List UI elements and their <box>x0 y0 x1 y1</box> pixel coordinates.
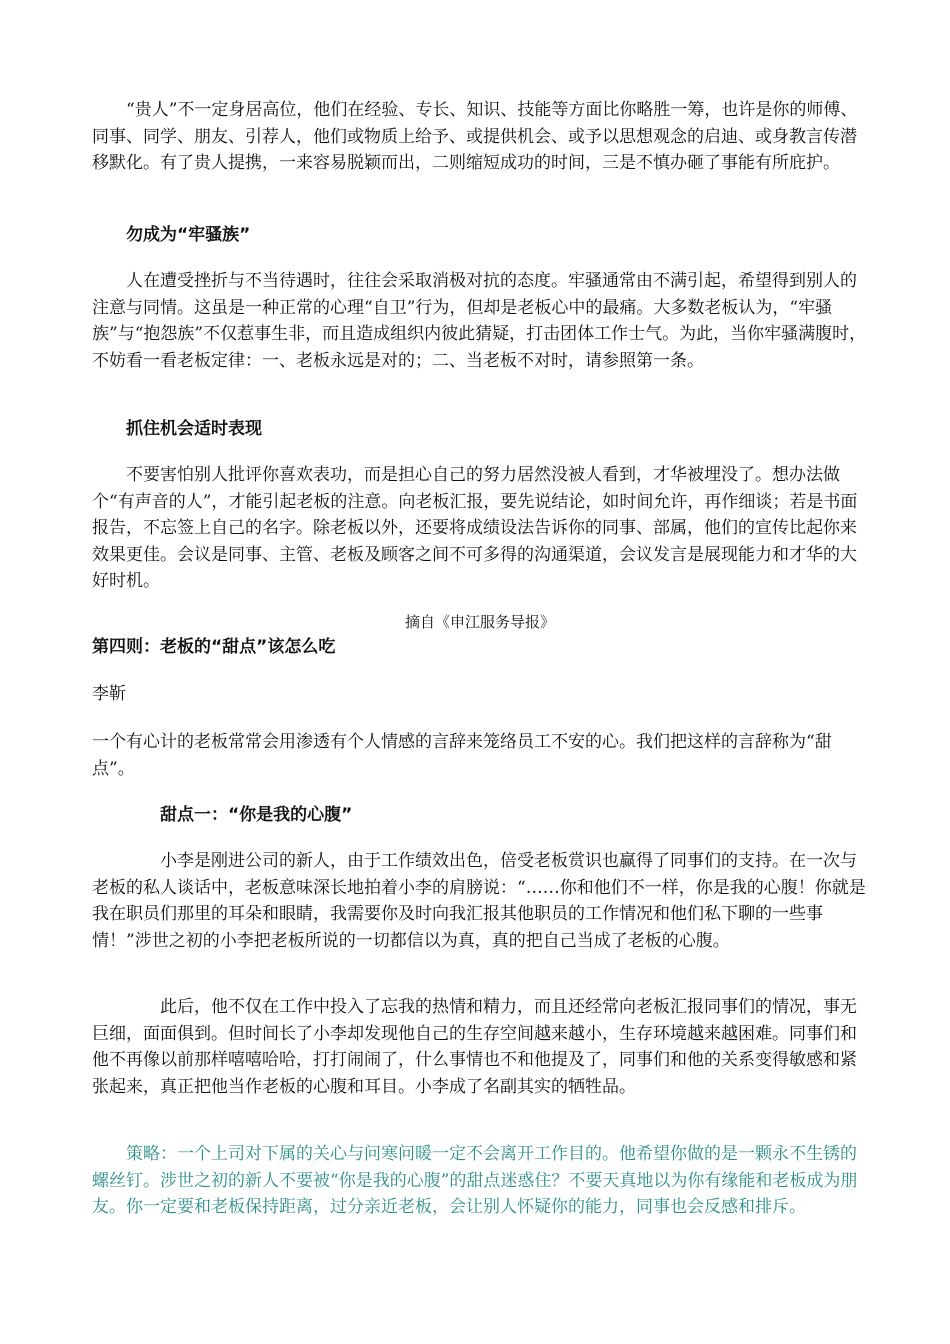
paragraph-strategy: 策略：一个上司对下属的关心与问寒问暖一定不会离开工作目的。他希望你做的是一颗永不生锈的螺丝钉。涉世之初的新人不要被“你是我的心腹”的甜点迷惑住？不要天真地以为你有缘能和老板成为朋友。你一定要和老板保持距离，过分亲近老板，会让别人怀疑你的能力，同事也会反感和排斥。 <box>92 1144 858 1217</box>
paragraph-guiren: “贵人”不一定身居高位，他们在经验、专长、知识、技能等方面比你略胜一筹，也许是你的师傅、同事、同学、朋友、引荐人，他们或物质上给予、或提供机会、或予以思想观念的启迪、或身教言传潜移默化。有了贵人提携，一来容易脱颖而出，二则缩短成功的时间，三是不慎办砸了事能有所庇护。 <box>92 100 858 173</box>
paragraph-story-1: 小李是刚进公司的新人，由于工作绩效出色，倍受老板赏识也赢得了同事们的支持。在一次与老板的私人谈话中，老板意味深长地拍着小李的肩膀说：“……你和他们不一样，你是我的心腹！你就是我在职员们那里的耳朵和眼睛，我需要你及时向我汇报其他职员的工作情况和他们私下聊的一些事情！”涉世之初的小李把老板所说的一切都信以为真，真的把自己当成了老板的心腹。 <box>92 851 866 951</box>
heading-jihui: 抓住机会适时表现 <box>126 419 262 439</box>
heading-laosao: 勿成为“牢骚族” <box>126 225 251 245</box>
author-name: 李靳 <box>92 684 126 704</box>
paragraph-intro: 一个有心计的老板常常会用渗透有个人情感的言辞来笼络员工不安的心。我们把这样的言辞称为“甜点”。 <box>92 732 832 779</box>
paragraph-laosao: 人在遭受挫折与不当待遇时，往往会采取消极对抗的态度。牢骚通常由不满引起，希望得到别人的注意与同情。这虽是一种正常的心理“自卫”行为，但却是老板心中的最痛。大多数老板认为，“牢骚族”与“抱怨族”不仅惹事生非，而且造成组织内彼此猜疑，打击团体工作士气。为此，当你牢骚满腹时，不妨看一看老板定律：一、老板永远是对的；二、当老板不对时，请参照第一条。 <box>92 271 867 371</box>
article-title: 第四则：老板的“甜点”该怎么吃 <box>92 637 336 657</box>
paragraph-jihui: 不要害怕别人批评你喜欢表功，而是担心自己的努力居然没被人看到，才华被埋没了。想办法做个“有声音的人”，才能引起老板的注意。向老板汇报，要先说结论，如时间允许，再作细谈；若是书面报告，不忘签上自己的名字。除老板以外，还要将成绩设法告诉你的同事、部属，他们的宣传比起你来效果更佳。会议是同事、主管、老板及顾客之间不可多得的沟通渠道，会议发言是展现能力和才华的大好时机。 <box>92 465 858 591</box>
paragraph-story-2: 此后，他不仅在工作中投入了忘我的热情和精力，而且还经常向老板汇报同事们的情况，事无巨细，面面俱到。但时间长了小李却发现他自己的生存空间越来越小，生存环境越来越困难。同事们和他不再像以前那样嘻嘻哈哈，打打闹闹了，什么事情也不和他提及了，同事们和他的关系变得敏感和紧张起来，真正把他当作老板的心腹和耳目。小李成了名副其实的牺牲品。 <box>92 997 857 1097</box>
source-attribution: 摘自《申江服务导报》 <box>404 613 555 631</box>
heading-tiandian-1: 甜点一：“你是我的心腹” <box>160 805 353 825</box>
